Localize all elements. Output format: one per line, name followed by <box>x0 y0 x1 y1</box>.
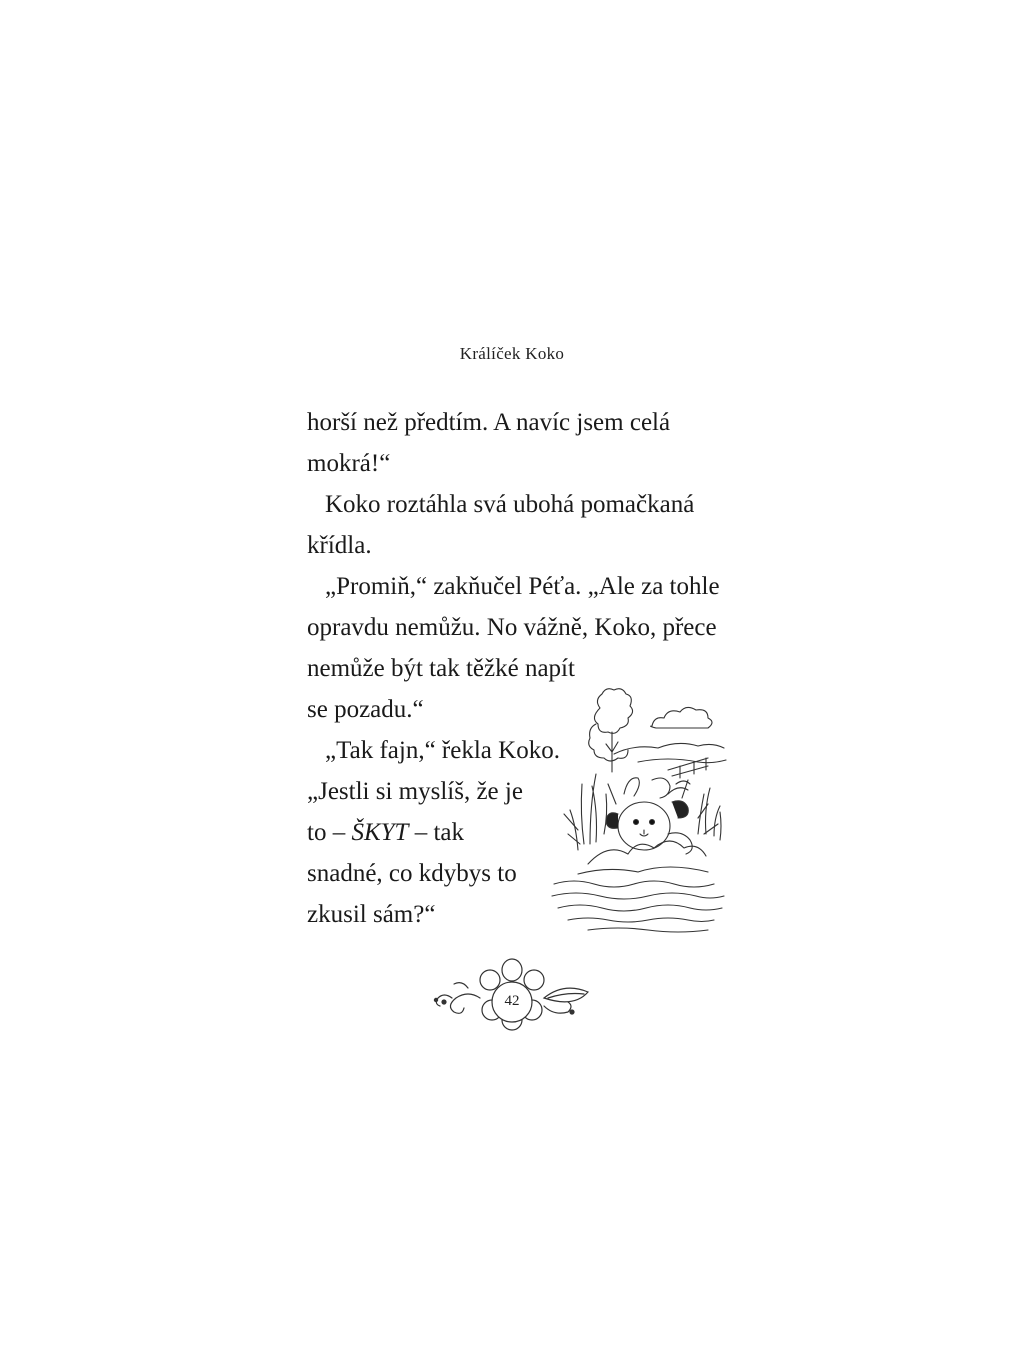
text-line: zkusil sám?“ <box>307 901 436 928</box>
rabbit-splash-illustration <box>548 684 730 934</box>
text-line: horší než předtím. A navíc jsem celá <box>307 409 671 436</box>
text-line: Koko roztáhla svá ubohá pomačkaná <box>325 491 695 518</box>
hiccup-word: ŠKYT <box>351 819 409 846</box>
text-span: – tak <box>408 819 464 846</box>
text-line: se pozadu.“ <box>307 696 424 723</box>
text-line: „Tak fajn,“ řekla Koko. <box>325 737 560 764</box>
page-number: 42 <box>504 993 520 1009</box>
text-line: mokrá!“ <box>307 450 391 477</box>
cloud-icon <box>651 707 712 728</box>
text-line: nemůže být tak těžké napít <box>307 655 575 682</box>
text-line: snadné, co kdybys to <box>307 860 517 887</box>
text-span: to – <box>307 819 352 846</box>
rabbit-figure <box>606 778 692 854</box>
running-header: Králíček Koko <box>459 344 565 363</box>
text-line: „Promiň,“ zakňučel Péťa. „Ale za tohle <box>325 573 720 600</box>
text-line: opravdu nemůžu. No vážně, Koko, přece <box>307 614 717 641</box>
text-line: „Jestli si myslíš, že je <box>307 778 523 805</box>
text-line: křídla. <box>307 532 372 559</box>
